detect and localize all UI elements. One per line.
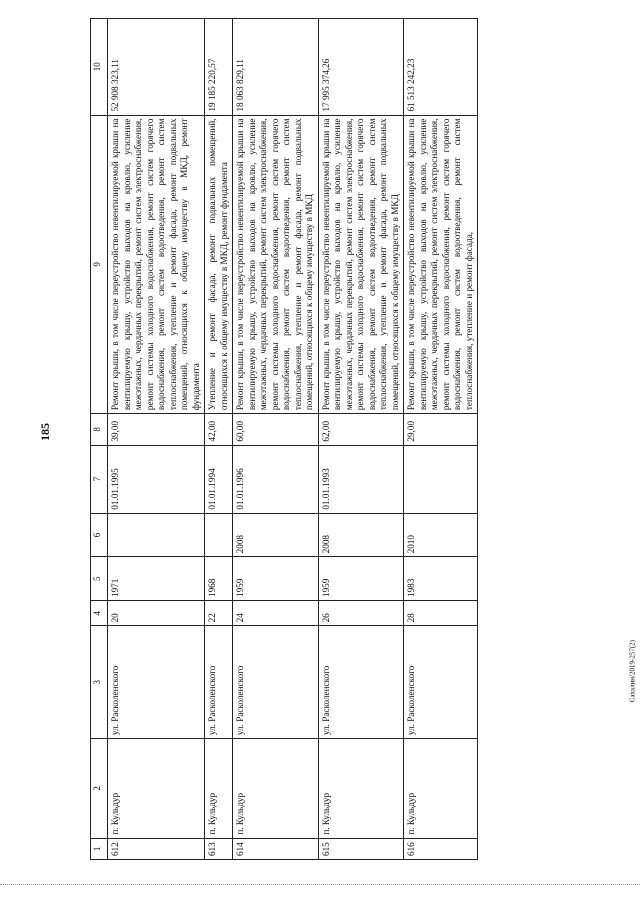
settlement-cell: п. Кульдур (318, 739, 404, 839)
settlement-cell: п. Кульдур (108, 739, 205, 839)
works-cell: Ремонт крыши, в том числе переустройство невентилируемой крыши на вентилируемую крышу, устройство выходов на кровлю, усиление межэтажных, чердачных перекрытий, ремонт систем электроснабжения, ремонт системы холодного водоснабжения, ремонт систем горячего водоснабжения, ремонт систем водоотведения, ремонт систем теплоснабжения, утепление и ремонт фасада, (404, 115, 478, 414)
street-cell: ул. Расколенского (233, 626, 319, 739)
cost-cell: 52 908 323,11 (108, 19, 205, 116)
works-cell: Утепление и ремонт фасада, ремонт подвальных помещений, относящихся к общему имуществу в МКД, ремонт фундамента (205, 115, 233, 414)
wear-cell: 42,00 (205, 414, 233, 445)
date-cell: 01.01.1995 (108, 445, 205, 513)
cost-cell: 18 063 829,11 (233, 19, 319, 116)
settlement-cell: п. Кульдур (233, 739, 319, 839)
year-privatized-cell: 2008 (318, 513, 404, 557)
wear-cell: 60,00 (233, 414, 319, 445)
year-privatized-cell (205, 513, 233, 557)
column-number-header-row (91, 19, 108, 860)
house-cell: 20 (108, 601, 205, 626)
row-number: 612 (108, 838, 205, 859)
date-cell: 01.01.1996 (233, 445, 319, 513)
table-row (108, 19, 205, 860)
column-header-2: 2 (91, 739, 108, 839)
works-cell: Ремонт крыши, в том числе переустройство невентилируемой крыши на вентилируемую крышу, устройство выходов на кровлю, усиление межэтажных, чердачных перекрытий, ремонт систем электроснабжения, ремонт системы холодного водоснабжения, ремонт систем горячего водоснабжения, ремонт систем водоотведения, ремонт систем теплоснабжения, утепление и ремонт фасада, ремонт подвальных помещений, относящихся к общему имуществу в МКД, ремонт фундамента (108, 115, 205, 414)
wear-cell: 62,00 (318, 414, 404, 445)
column-header-1: 1 (91, 838, 108, 859)
house-cell: 22 (205, 601, 233, 626)
column-header-7: 7 (91, 445, 108, 513)
year-built-cell: 1983 (404, 557, 478, 601)
column-header-8: 8 (91, 414, 108, 445)
house-cell: 26 (318, 601, 404, 626)
column-header-4: 4 (91, 601, 108, 626)
street-cell: ул. Расколенского (205, 626, 233, 739)
cost-cell: 19 185 220,57 (205, 19, 233, 116)
row-number: 613 (205, 838, 233, 859)
year-privatized-cell (108, 513, 205, 557)
table-row (205, 19, 233, 860)
cost-cell: 17 995 374,26 (318, 19, 404, 116)
house-cell: 28 (404, 601, 478, 626)
works-cell: Ремонт крыши, в том числе переустройство невентилируемой крыши на вентилируемую крышу, устройство выходов на кровлю, усиление межэтажных, чердачных перекрытий, ремонт систем электроснабжения, ремонт системы холодного водоснабжения, ремонт систем горячего водоснабжения, ремонт систем водоотведения, ремонт систем теплоснабжения, утепление и ремонт фасада, ремонт подвальных помещений, относящихся к общему имуществу в МКД (233, 115, 319, 414)
year-built-cell: 1959 (233, 557, 319, 601)
rotated-table-wrapper (90, 18, 478, 860)
year-privatized-cell: 2010 (404, 513, 478, 557)
settlement-cell: п. Кульдур (404, 739, 478, 839)
table-row (404, 19, 478, 860)
house-cell: 24 (233, 601, 319, 626)
year-built-cell: 1959 (318, 557, 404, 601)
table-row (318, 19, 404, 860)
column-header-10: 10 (91, 19, 108, 116)
street-cell: ул. Расколенского (404, 626, 478, 739)
year-privatized-cell: 2008 (233, 513, 319, 557)
wear-cell: 29,00 (404, 414, 478, 445)
document-footer-code: Сахалин/2019-257(2) (628, 640, 636, 703)
column-header-6: 6 (91, 513, 108, 557)
year-built-cell: 1971 (108, 557, 205, 601)
column-header-3: 3 (91, 626, 108, 739)
table-row (233, 19, 319, 860)
repair-program-table (90, 18, 478, 860)
date-cell: 01.01.1994 (205, 445, 233, 513)
year-built-cell: 1968 (205, 557, 233, 601)
street-cell: ул. Расколенского (108, 626, 205, 739)
wear-cell: 39,00 (108, 414, 205, 445)
date-cell (404, 445, 478, 513)
cost-cell: 61 513 242,23 (404, 19, 478, 116)
row-number: 615 (318, 838, 404, 859)
date-cell: 01.01.1993 (318, 445, 404, 513)
row-number: 616 (404, 838, 478, 859)
works-cell: Ремонт крыши, в том числе переустройство невентилируемой крыши на вентилируемую крышу, устройство выходов на кровлю, усиление межэтажных, чердачных перекрытий, ремонт систем электроснабжения, ремонт системы холодного водоснабжения, ремонт систем горячего водоснабжения, ремонт систем водоотведения, ремонт систем теплоснабжения, утепление и ремонт фасада, ремонт подвальных помещений, относящихся к общему имуществу в МКД (318, 115, 404, 414)
page-number: 185 (38, 423, 52, 441)
column-header-5: 5 (91, 557, 108, 601)
column-header-9: 9 (91, 115, 108, 414)
scan-edge-divider (0, 884, 640, 891)
street-cell: ул. Расколенского (318, 626, 404, 739)
row-number: 614 (233, 838, 319, 859)
settlement-cell: п. Кульдур (205, 739, 233, 839)
